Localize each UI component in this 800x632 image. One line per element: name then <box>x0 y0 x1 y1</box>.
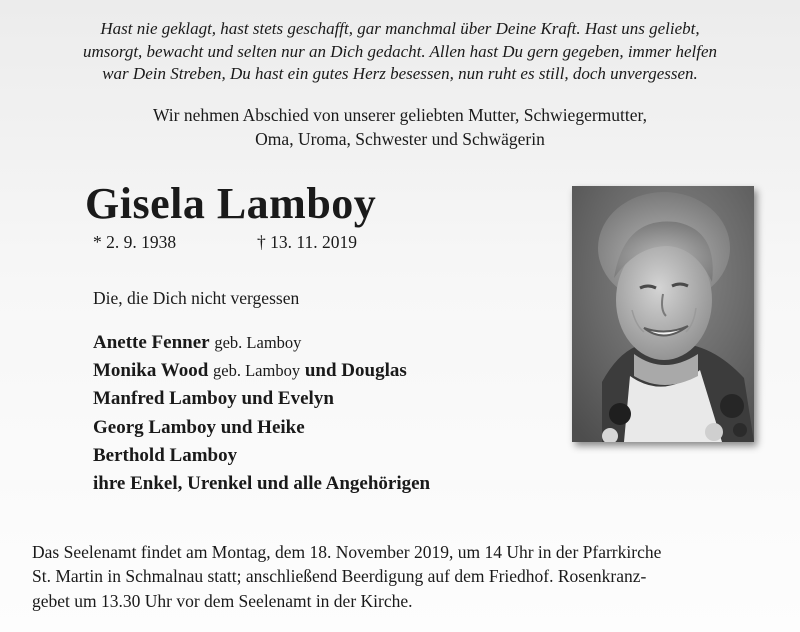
funeral-line: St. Martin in Schmalnau statt; anschließend Beerdigung auf dem Friedhof. Rosenkranz- <box>32 566 647 587</box>
mourner <box>93 385 430 413</box>
funeral-notice <box>32 540 772 613</box>
mourner <box>93 442 430 470</box>
mourner-partner: und Douglas <box>304 360 407 382</box>
funeral-line: gebet um 13.30 Uhr vor dem Seelenamt in der Kirche. <box>32 590 413 611</box>
funeral-line: Das Seelenamt findet am Montag, dem 18. November 2019, um 14 Uhr in der Pfarrkirche <box>32 542 662 562</box>
death-date: † 13. 11. 2019 <box>257 232 357 252</box>
mourner <box>93 470 430 498</box>
mourner-name: Anette Fenner <box>93 332 210 353</box>
portrait-photo <box>572 186 754 442</box>
mourners-intro: Die, die Dich nicht vergessen <box>93 288 300 308</box>
intro-line: Oma, Uroma, Schwester und Schwägerin <box>255 129 545 149</box>
portrait-image <box>572 186 754 442</box>
poem-line: umsorgt, bewacht und selten nur an Dich gedacht. Allen hast Du gern gegeben, immer helfen <box>82 41 718 61</box>
mourner-name: Berthold Lamboy <box>93 444 238 466</box>
poem-line: Hast nie geklagt, hast stets geschafft, gar manchmal über Deine Kraft. Hast uns geliebt, <box>100 19 700 38</box>
mourner-nee: geb. Lamboy <box>213 361 301 381</box>
mourners-list <box>93 329 430 498</box>
intro-line: Wir nehmen Abschied von unserer geliebten Mutter, Schwiegermutter, <box>152 105 648 125</box>
deceased-name: Gisela Lamboy <box>85 179 377 228</box>
mourner <box>93 357 430 385</box>
poem-line: war Dein Streben, Du hast ein gutes Herz besessen, nun ruht es still, doch unvergessen. <box>102 64 698 83</box>
mourner-name: Georg Lamboy und Heike <box>93 416 305 438</box>
farewell-intro <box>20 103 780 151</box>
mourner <box>93 414 430 442</box>
life-dates <box>93 232 357 253</box>
mourner-name: Monika Wood <box>93 360 209 382</box>
birth-date: * 2. 9. 1938 <box>93 232 177 252</box>
poem <box>20 18 780 86</box>
mourner <box>93 329 430 357</box>
mourner-nee: geb. Lamboy <box>214 333 302 352</box>
mourner-name: Manfred Lamboy und Evelyn <box>93 388 334 410</box>
mourner-name: ihre Enkel, Urenkel und alle Angehörigen <box>93 473 431 495</box>
